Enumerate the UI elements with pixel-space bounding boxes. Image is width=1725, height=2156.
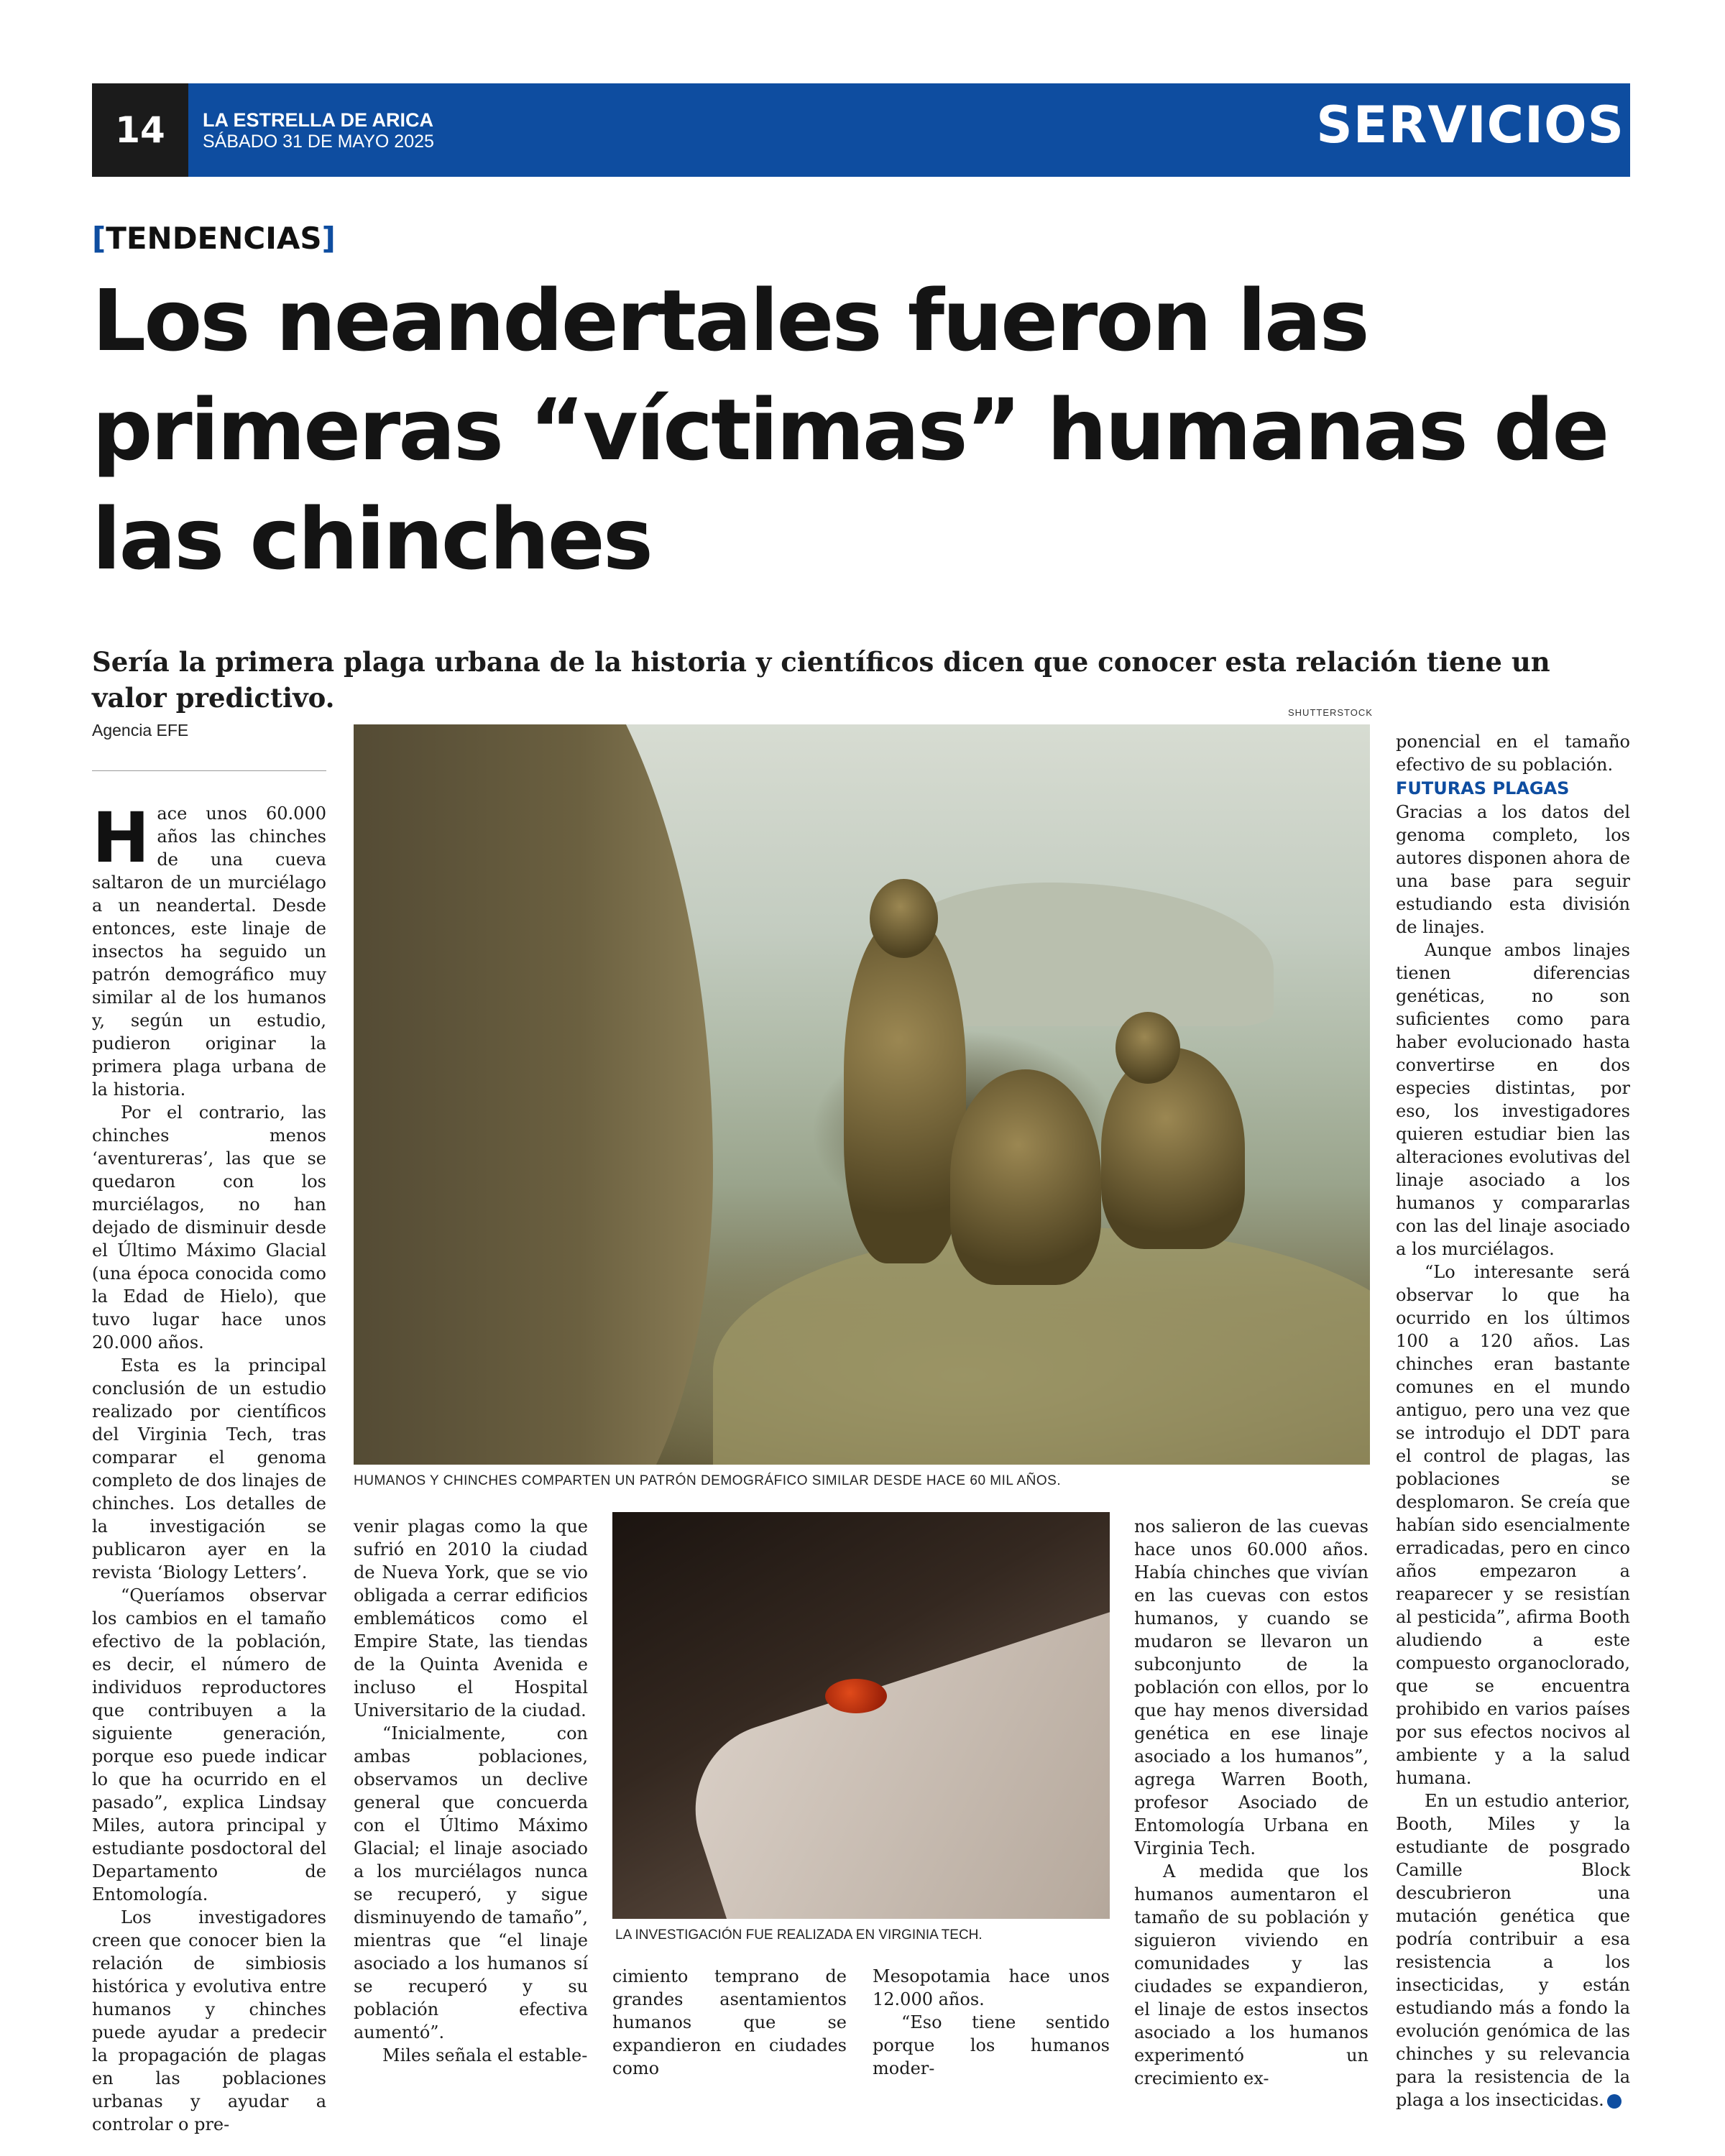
paragraph: cimiento temprano de grandes asentamientos humanos que se expandieron en ciudades como [612,1966,847,2078]
standing-figure-head [870,879,938,958]
end-of-article-icon: ✪ [1607,2094,1622,2109]
kicker-bracket-close: ] [321,221,336,256]
column-3 [612,1965,847,2080]
paragraph: Aunque ambos linajes tienen diferencias genéticas, no son suficientes como para haber evolucionado hasta convertirse en dos especies distintas, por eso, los investigadores quieren estudiar bien las alteraciones evolutivas del linaje asociado a los humanos y compararlas con las del linaje asociado a los murciélagos. [1396,940,1630,1259]
paragraph: “Lo interesante será observar lo que ha ocurrido en los últimos 100 a 120 años. Las chinches eran bastante comunes en el mundo antiguo, pero una vez que se introdujo el DDT para el control de plagas, las poblaciones se desplomaron. Se creía que habían sido esencialmente erradicadas, pero en cinco años empezaron a reaparecer y se resistían al pesticida”, afirma Booth aludiendo a este compuesto organoclorado, que se encuentra prohibido en varios países por sus efectos nocivos al ambiente y a la salud humana. [1396,1262,1630,1788]
page-number: 14 [92,83,188,177]
sitting-figure-head [1116,1012,1180,1084]
paragraph: ponencial en el tamaño efectivo de su población. [1396,732,1630,775]
standing-figure [844,918,966,1263]
photo-caption: LA INVESTIGACIÓN FUE REALIZADA EN VIRGINIA TECH. [615,1927,983,1943]
paragraph-text: ace unos 60.000 años las chinches de una cueva saltaron de un murciélago a un neandertal. Desde entonces, este linaje de insectos ha seguido un patrón demográfico muy similar al de los humanos y, según un estudio, pudieron originar la primera plaga urbana de la historia. [92,803,326,1100]
column-2 [354,1515,588,2067]
bedbug [825,1679,887,1713]
paragraph: “Inicialmente, con ambas poblaciones, observamos un declive general que concuerda con el Último Máximo Glacial; el linaje asociado a los murciélagos nunca se recuperó, y sigue disminuyendo de tamaño”, mientras que “el linaje asociado a los humanos sí se recuperó y su población efectiva aumentó”. [354,1723,588,2042]
paragraph [1396,1789,1644,2111]
sitting-figure [1101,1048,1245,1249]
paragraph: “Eso tiene sentido porque los humanos moder- [873,2012,1110,2078]
paragraph: Esta es la principal conclusión de un estudio realizado por científicos del Virginia Tech, tras comparar el genoma completo de dos linajes de chinches. Los detalles de la investigación se publicaron ayer en la revista ‘Biology Letters’. [92,1355,326,1583]
paragraph: venir plagas como la que sufrió en 2010 la ciudad de Nueva York, que se vio obligada a cerrar edificios emblemáticos como el Empire State, las tiendas de la Quinta Avenida e incluso el Hospital Universitario de la ciudad. [354,1516,588,1720]
bedbug-photo [612,1512,1110,1919]
paragraph: Gracias a los datos del genoma completo, los autores disponen ahora de una base para seguir estudiando esta división de linajes. [1396,802,1630,937]
paragraph: nos salieron de las cuevas hace unos 60.000 años. Había chinches que vivían en las cuevas con estos humanos, y cuando se mudaron se llevaron un subconjunto de la población con ellos, por lo que hay menos diversidad genética en ese linaje asociado a los humanos”, agrega Warren Booth, profesor Asociado de Entomología Urbana en Virginia Tech. [1134,1516,1368,1858]
column-1 [92,798,326,2136]
column-5 [1134,1515,1368,2090]
dropcap: H [92,798,150,878]
paragraph [92,798,326,1101]
byline: Agencia EFE [92,721,189,740]
column-6 [1396,730,1644,2111]
paragraph: Miles señala el estable- [382,2045,588,2065]
publication-name: LA ESTRELLA DE ARICA [203,109,433,131]
kicker [92,218,336,259]
kicker-text: TENDENCIAS [106,221,322,256]
paragraph: Mesopotamia hace unos 12.000 años. [873,1966,1110,2009]
paragraph: Los investigadores creen que conocer bien la relación de simbiosis histórica y evolutiva entre humanos y chinches puede ayudar a predecir la propagación de plagas en las poblaciones urbanas y ayudar a controlar o pre- [92,1907,326,2134]
kicker-bracket-open: [ [92,221,106,256]
paragraph: Por el contrario, las chinches menos ‘aventureras’, las que se quedaron con los murciélagos, no han dejado de disminuir desde el Último Máximo Glacial (una época conocida como la Edad de Hielo), que tuvo lugar hace unos 20.000 años. [92,1102,326,1353]
photo-caption: HUMANOS Y CHINCHES COMPARTEN UN PATRÓN DEMOGRÁFICO SIMILAR DESDE HACE 60 MIL AÑOS. [354,1473,1062,1488]
paragraph-text: En un estudio anterior, Booth, Miles y la estudiante de posgrado Camille Block descubrieron una mutación genética que podría contribuir a esa resistencia a los insecticidas, y están estudiando más a fondo la evolución genómica de las chinches y su relevancia para la resistencia de la plaga a los insecticidas. [1396,1791,1630,2110]
publication-date: SÁBADO 31 DE MAYO 2025 [203,132,434,152]
photo-credit: SHUTTERSTOCK [1288,707,1373,718]
neanderthal-diorama-photo [354,724,1370,1465]
column-4 [873,1965,1110,2080]
paragraph: A medida que los humanos aumentaron el tamaño de su población y siguieron viviendo en comunidades y las ciudades se expandieron, el linaje de estos insectos asociado a los humanos experimentó un crecimiento ex- [1134,1861,1368,2088]
subhead: FUTURAS PLAGAS [1396,778,1570,798]
byline-rule [92,770,326,771]
kneeling-figure [950,1069,1101,1285]
cave-wall [354,724,713,1465]
section-title: SERVICIOS [1316,96,1624,155]
paragraph: “Queríamos observar los cambios en el tamaño efectivo de la población, es decir, el número de individuos reproductores que contribuyen a la siguiente generación, porque eso puede indicar lo que ha ocurrido en el pasado”, explica Lindsay Miles, autora principal y estudiante posdoctoral del Departamento de Entomología. [92,1585,326,1904]
deck: Sería la primera plaga urbana de la historia y científicos dicen que conocer esta relación tiene un valor predictivo. [92,646,1550,714]
surface [673,1563,1110,1919]
headline: Los neandertales fueron las primeras “víctimas” humanas de las chinches [92,271,1608,589]
